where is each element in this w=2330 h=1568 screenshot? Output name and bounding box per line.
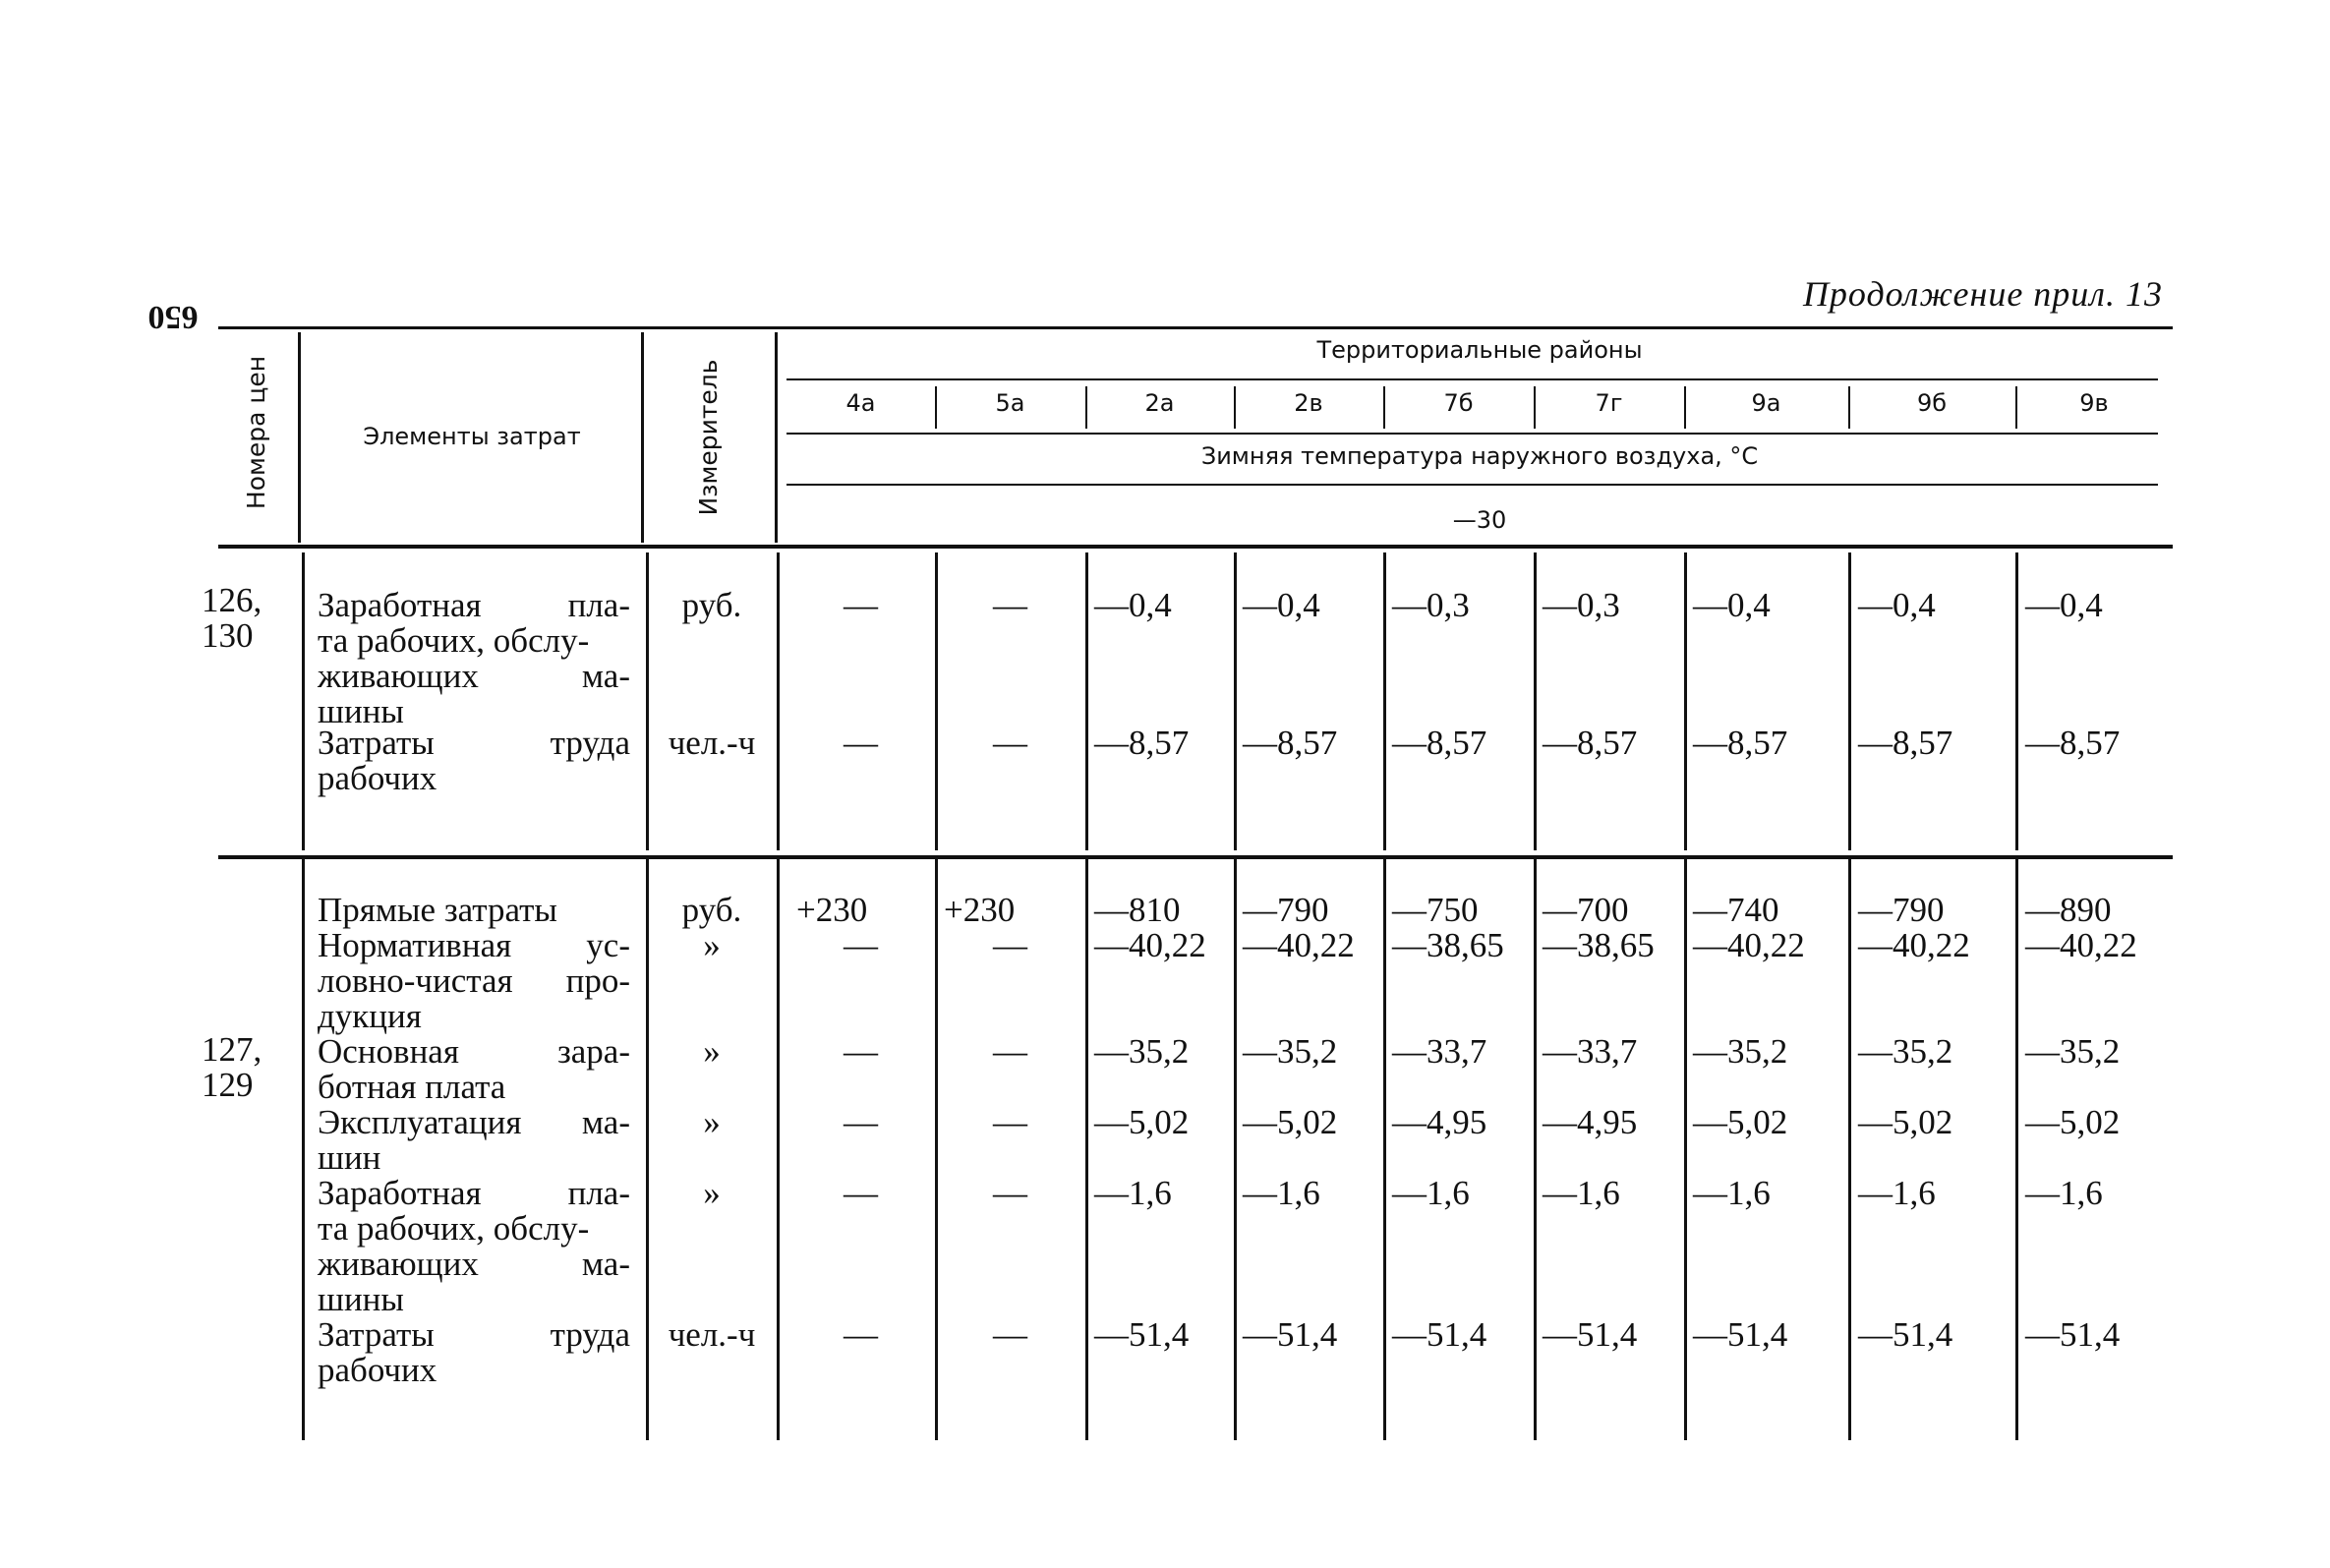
unit-cell: » [703, 926, 721, 964]
word: ус- [586, 926, 630, 964]
word: живающих [318, 1245, 479, 1283]
word: ловно-чистая [318, 961, 513, 1000]
value-cell: —1,6 [1858, 1174, 1936, 1212]
value-cell: —8,57 [1243, 724, 1338, 762]
word: труда [550, 1315, 630, 1354]
cost-element-line [318, 963, 630, 999]
value-cell: —1,6 [1693, 1174, 1771, 1212]
value-cell: —4,95 [1392, 1103, 1487, 1141]
district-code: 5а [995, 389, 1025, 417]
value-cell: —40,22 [2025, 926, 2137, 964]
body-divider [1848, 552, 1851, 850]
price-numbers: 126, 130 [202, 581, 262, 655]
value-cell: —1,6 [1094, 1174, 1172, 1212]
cost-element-line [318, 1247, 630, 1282]
value-cell: —4,95 [1543, 1103, 1638, 1141]
cost-element-label [318, 1317, 630, 1388]
cost-element-line [318, 1317, 630, 1353]
value-cell: — [993, 1032, 1027, 1071]
body-divider [302, 858, 305, 1440]
value-cell: — [844, 926, 878, 964]
value-cell: — [844, 586, 878, 624]
value-cell: —1,6 [2025, 1174, 2103, 1212]
temperature-title: Зимняя температура наружного воздуха, °С [1200, 442, 1759, 470]
cost-element-line: дукция [318, 997, 422, 1035]
districts-rule [786, 378, 2158, 380]
value-cell: —0,3 [1543, 586, 1620, 624]
value-cell: — [993, 586, 1027, 624]
unit-cell: руб. [681, 891, 742, 929]
word: ма- [581, 1245, 630, 1283]
district-code: 2в [1294, 389, 1323, 417]
body-divider [777, 858, 780, 1440]
value-cell: —790 [1858, 891, 1945, 929]
cost-element-line: та рабочих, обслу- [318, 621, 590, 660]
cost-element-line: рабочих [318, 759, 437, 797]
cost-element-line [318, 928, 630, 963]
district-code: 9а [1751, 389, 1781, 417]
header-divider [641, 332, 644, 543]
body-divider [1085, 552, 1088, 850]
price-numbers: 127, 129 [202, 1030, 262, 1104]
value-cell: —35,2 [1094, 1032, 1190, 1071]
value-cell: —38,65 [1543, 926, 1655, 964]
value-cell: —35,2 [1693, 1032, 1788, 1071]
value-cell: —5,02 [1243, 1103, 1338, 1141]
value-cell: —1,6 [1243, 1174, 1320, 1212]
value-cell: — [844, 1032, 878, 1071]
word: ма- [581, 657, 630, 695]
cost-element-line: ботная плата [318, 1068, 506, 1106]
value-cell: — [844, 1103, 878, 1141]
value-cell: — [844, 1174, 878, 1212]
cost-element-line [318, 726, 630, 761]
page-number: 650 [147, 299, 199, 335]
value-cell: —5,02 [1693, 1103, 1788, 1141]
value-cell: —33,7 [1543, 1032, 1638, 1071]
value-cell: —8,57 [1094, 724, 1190, 762]
value-cell: —810 [1094, 891, 1181, 929]
cost-element-label [318, 893, 630, 928]
value-cell: —0,4 [2025, 586, 2103, 624]
value-cell: —40,22 [1858, 926, 1970, 964]
cost-element-line: шины [318, 1280, 404, 1318]
value-cell: —0,4 [1094, 586, 1172, 624]
district-code: 2а [1144, 389, 1175, 417]
word: Эксплуатация [318, 1103, 522, 1141]
value-cell: —8,57 [2025, 724, 2121, 762]
body-divider [1848, 858, 1851, 1440]
appendix-caption: Продолжение прил. 13 [1802, 274, 2163, 314]
value-cell: —8,57 [1693, 724, 1788, 762]
value-cell: —51,4 [2025, 1315, 2121, 1354]
cost-element-label [318, 1176, 630, 1317]
value-cell: —5,02 [1094, 1103, 1190, 1141]
value-cell: —8,57 [1392, 724, 1487, 762]
cost-element-line: та рабочих, обслу- [318, 1209, 590, 1248]
cost-element-line [318, 1105, 630, 1140]
value-cell: — [844, 724, 878, 762]
word: Затраты [318, 1315, 435, 1354]
word: ма- [581, 1103, 630, 1141]
value-cell: +230 [796, 891, 868, 929]
cost-element-line [318, 1176, 630, 1211]
value-cell: —40,22 [1243, 926, 1355, 964]
value-cell: —51,4 [1693, 1315, 1788, 1354]
value-cell: —35,2 [1243, 1032, 1338, 1071]
word: пла- [567, 586, 630, 624]
temperature-value: —30 [1452, 506, 1507, 534]
word: Нормативная [318, 926, 512, 964]
header-top-rule [218, 326, 2173, 329]
value-cell: — [993, 1174, 1027, 1212]
word: Заработная [318, 1174, 482, 1212]
cost-element-line [318, 1034, 630, 1070]
cost-element-line [318, 588, 630, 623]
unit-cell: » [703, 1174, 721, 1212]
value-cell: —51,4 [1543, 1315, 1638, 1354]
value-cell: —0,4 [1858, 586, 1936, 624]
unit-cell: чел.-ч [668, 724, 756, 762]
district-codes-rule [786, 433, 2158, 435]
unit-cell: чел.-ч [668, 1315, 756, 1354]
word: пла- [567, 1174, 630, 1212]
value-cell: —0,4 [1693, 586, 1771, 624]
cost-element-label [318, 588, 630, 729]
body-divider [302, 552, 305, 850]
unit-cell: » [703, 1032, 721, 1071]
cost-element-line [318, 659, 630, 694]
word: Затраты [318, 724, 435, 762]
value-cell: —8,57 [1858, 724, 1953, 762]
cost-element-label [318, 726, 630, 796]
word: зара- [556, 1032, 630, 1071]
value-cell: —8,57 [1543, 724, 1638, 762]
body-divider [1085, 858, 1088, 1440]
value-cell: —890 [2025, 891, 2112, 929]
value-cell: —0,4 [1243, 586, 1320, 624]
body-divider [2015, 552, 2018, 850]
district-code: 9б [1916, 389, 1948, 417]
word: труда [550, 724, 630, 762]
word: про- [565, 961, 630, 1000]
cost-element-line: шин [318, 1138, 381, 1177]
value-cell: — [993, 926, 1027, 964]
value-cell: — [844, 1315, 878, 1354]
value-cell: —740 [1693, 891, 1779, 929]
word: Основная [318, 1032, 459, 1071]
value-cell: —0,3 [1392, 586, 1470, 624]
column-header-price-numbers: Номера цен [241, 355, 270, 510]
header-bottom-rule [218, 545, 2173, 549]
value-cell: —40,22 [1094, 926, 1206, 964]
value-cell: —51,4 [1392, 1315, 1487, 1354]
value-cell: —700 [1543, 891, 1629, 929]
cost-element-label [318, 928, 630, 1034]
value-cell: — [993, 724, 1027, 762]
column-header-unit: Измеритель [693, 359, 723, 516]
temperature-rule [786, 484, 2158, 486]
header-divider [298, 332, 301, 543]
unit-cell: » [703, 1103, 721, 1141]
value-cell: —33,7 [1392, 1032, 1487, 1071]
cost-element-line: Прямые затраты [318, 891, 557, 929]
value-cell: —51,4 [1858, 1315, 1953, 1354]
cost-element-label [318, 1034, 630, 1105]
value-cell: —1,6 [1392, 1174, 1470, 1212]
value-cell: —790 [1243, 891, 1329, 929]
cost-element-line: шины [318, 692, 404, 730]
value-cell: —51,4 [1094, 1315, 1190, 1354]
value-cell: — [993, 1315, 1027, 1354]
unit-cell: руб. [681, 586, 742, 624]
column-header-elements: Элементы затрат [363, 423, 581, 450]
district-code: 9в [2079, 389, 2109, 417]
body-divider [777, 552, 780, 850]
value-cell: —750 [1392, 891, 1479, 929]
word: Заработная [318, 586, 482, 624]
value-cell: —1,6 [1543, 1174, 1620, 1212]
body-divider [2015, 858, 2018, 1440]
district-code: 4а [845, 389, 876, 417]
header-divider [775, 332, 778, 543]
value-cell: +230 [944, 891, 1016, 929]
districts-title: Территориальные районы [1316, 336, 1643, 364]
cost-element-label [318, 1105, 630, 1176]
value-cell: —35,2 [2025, 1032, 2121, 1071]
district-code: 7б [1443, 389, 1474, 417]
value-cell: —40,22 [1693, 926, 1805, 964]
value-cell: — [993, 1103, 1027, 1141]
value-cell: —5,02 [2025, 1103, 2121, 1141]
value-cell: —51,4 [1243, 1315, 1338, 1354]
value-cell: —5,02 [1858, 1103, 1953, 1141]
district-code: 7г [1595, 389, 1623, 417]
cost-element-line: рабочих [318, 1351, 437, 1389]
value-cell: —35,2 [1858, 1032, 1953, 1071]
group-separator-rule [218, 855, 2173, 859]
value-cell: —38,65 [1392, 926, 1504, 964]
word: живающих [318, 657, 479, 695]
